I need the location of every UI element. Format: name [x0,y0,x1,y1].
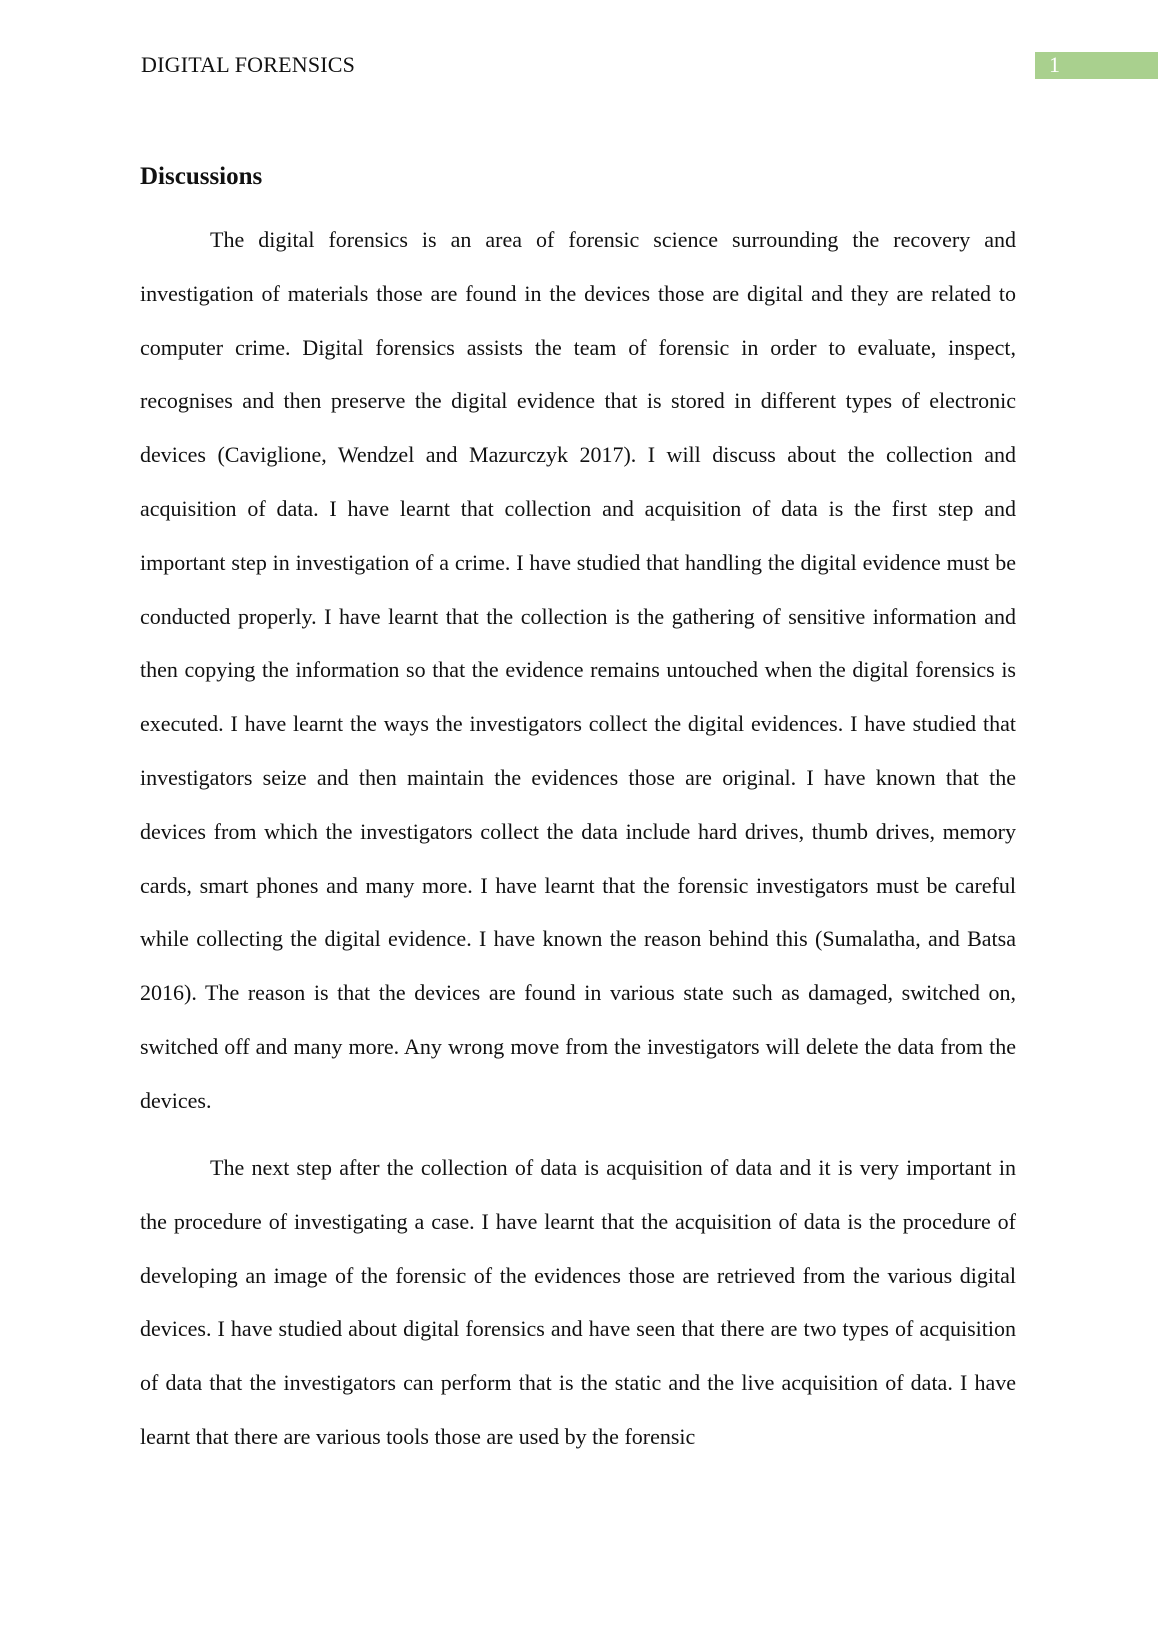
body-paragraph-2: The next step after the collection of data is acquisition of data and it is very important in the procedure of investigating a case. I have learnt that the acquisition of data is the procedure of developing an image of the forensic of the evidences those are retrieved from the various digital devices. I have studied about digital forensics and have seen that there are two types of acquisition of data that the investigators can perform that is the static and the live acquisition of data. I have learnt that there are various tools those are used by the forensic [140,1155,1016,1449]
page-number: 1 [1049,52,1060,77]
running-header-title: DIGITAL FORENSICS [141,52,356,77]
page-number-badge [1035,52,1158,79]
section-heading: Discussions [140,163,263,190]
body-paragraph-1: The digital forensics is an area of forensic science surrounding the recovery and investigation of materials those are found in the devices those are digital and they are related to computer crime. Digital forensics assists the team of forensic in order to evaluate, inspect, recognises and then preserve the digital evidence that is stored in different types of electronic devices (Caviglione, Wendzel and Mazurczyk 2017). I will discuss about the collection and acquisition of data. I have learnt that collection and acquisition of data is the first step and important step in investigation of a crime. I have studied that handling the digital evidence must be conducted properly. I have learnt that the collection is the gathering of sensitive information and then copying the information so that the evidence remains untouched when the digital forensics is executed. I have learnt the ways the investigators collect the digital evidences. I have studied that investigators seize and then maintain the evidences those are original. I have known that the devices from which the investigators collect the data include hard drives, thumb drives, memory cards, smart phones and many more. I have learnt that the forensic investigators must be careful while collecting the digital evidence. I have known the reason behind this (Sumalatha, and Batsa 2016). The reason is that the devices are found in various state such as damaged, switched on, switched off and many more. Any wrong move from the investigators will delete the data from the devices. [140,227,1016,1113]
